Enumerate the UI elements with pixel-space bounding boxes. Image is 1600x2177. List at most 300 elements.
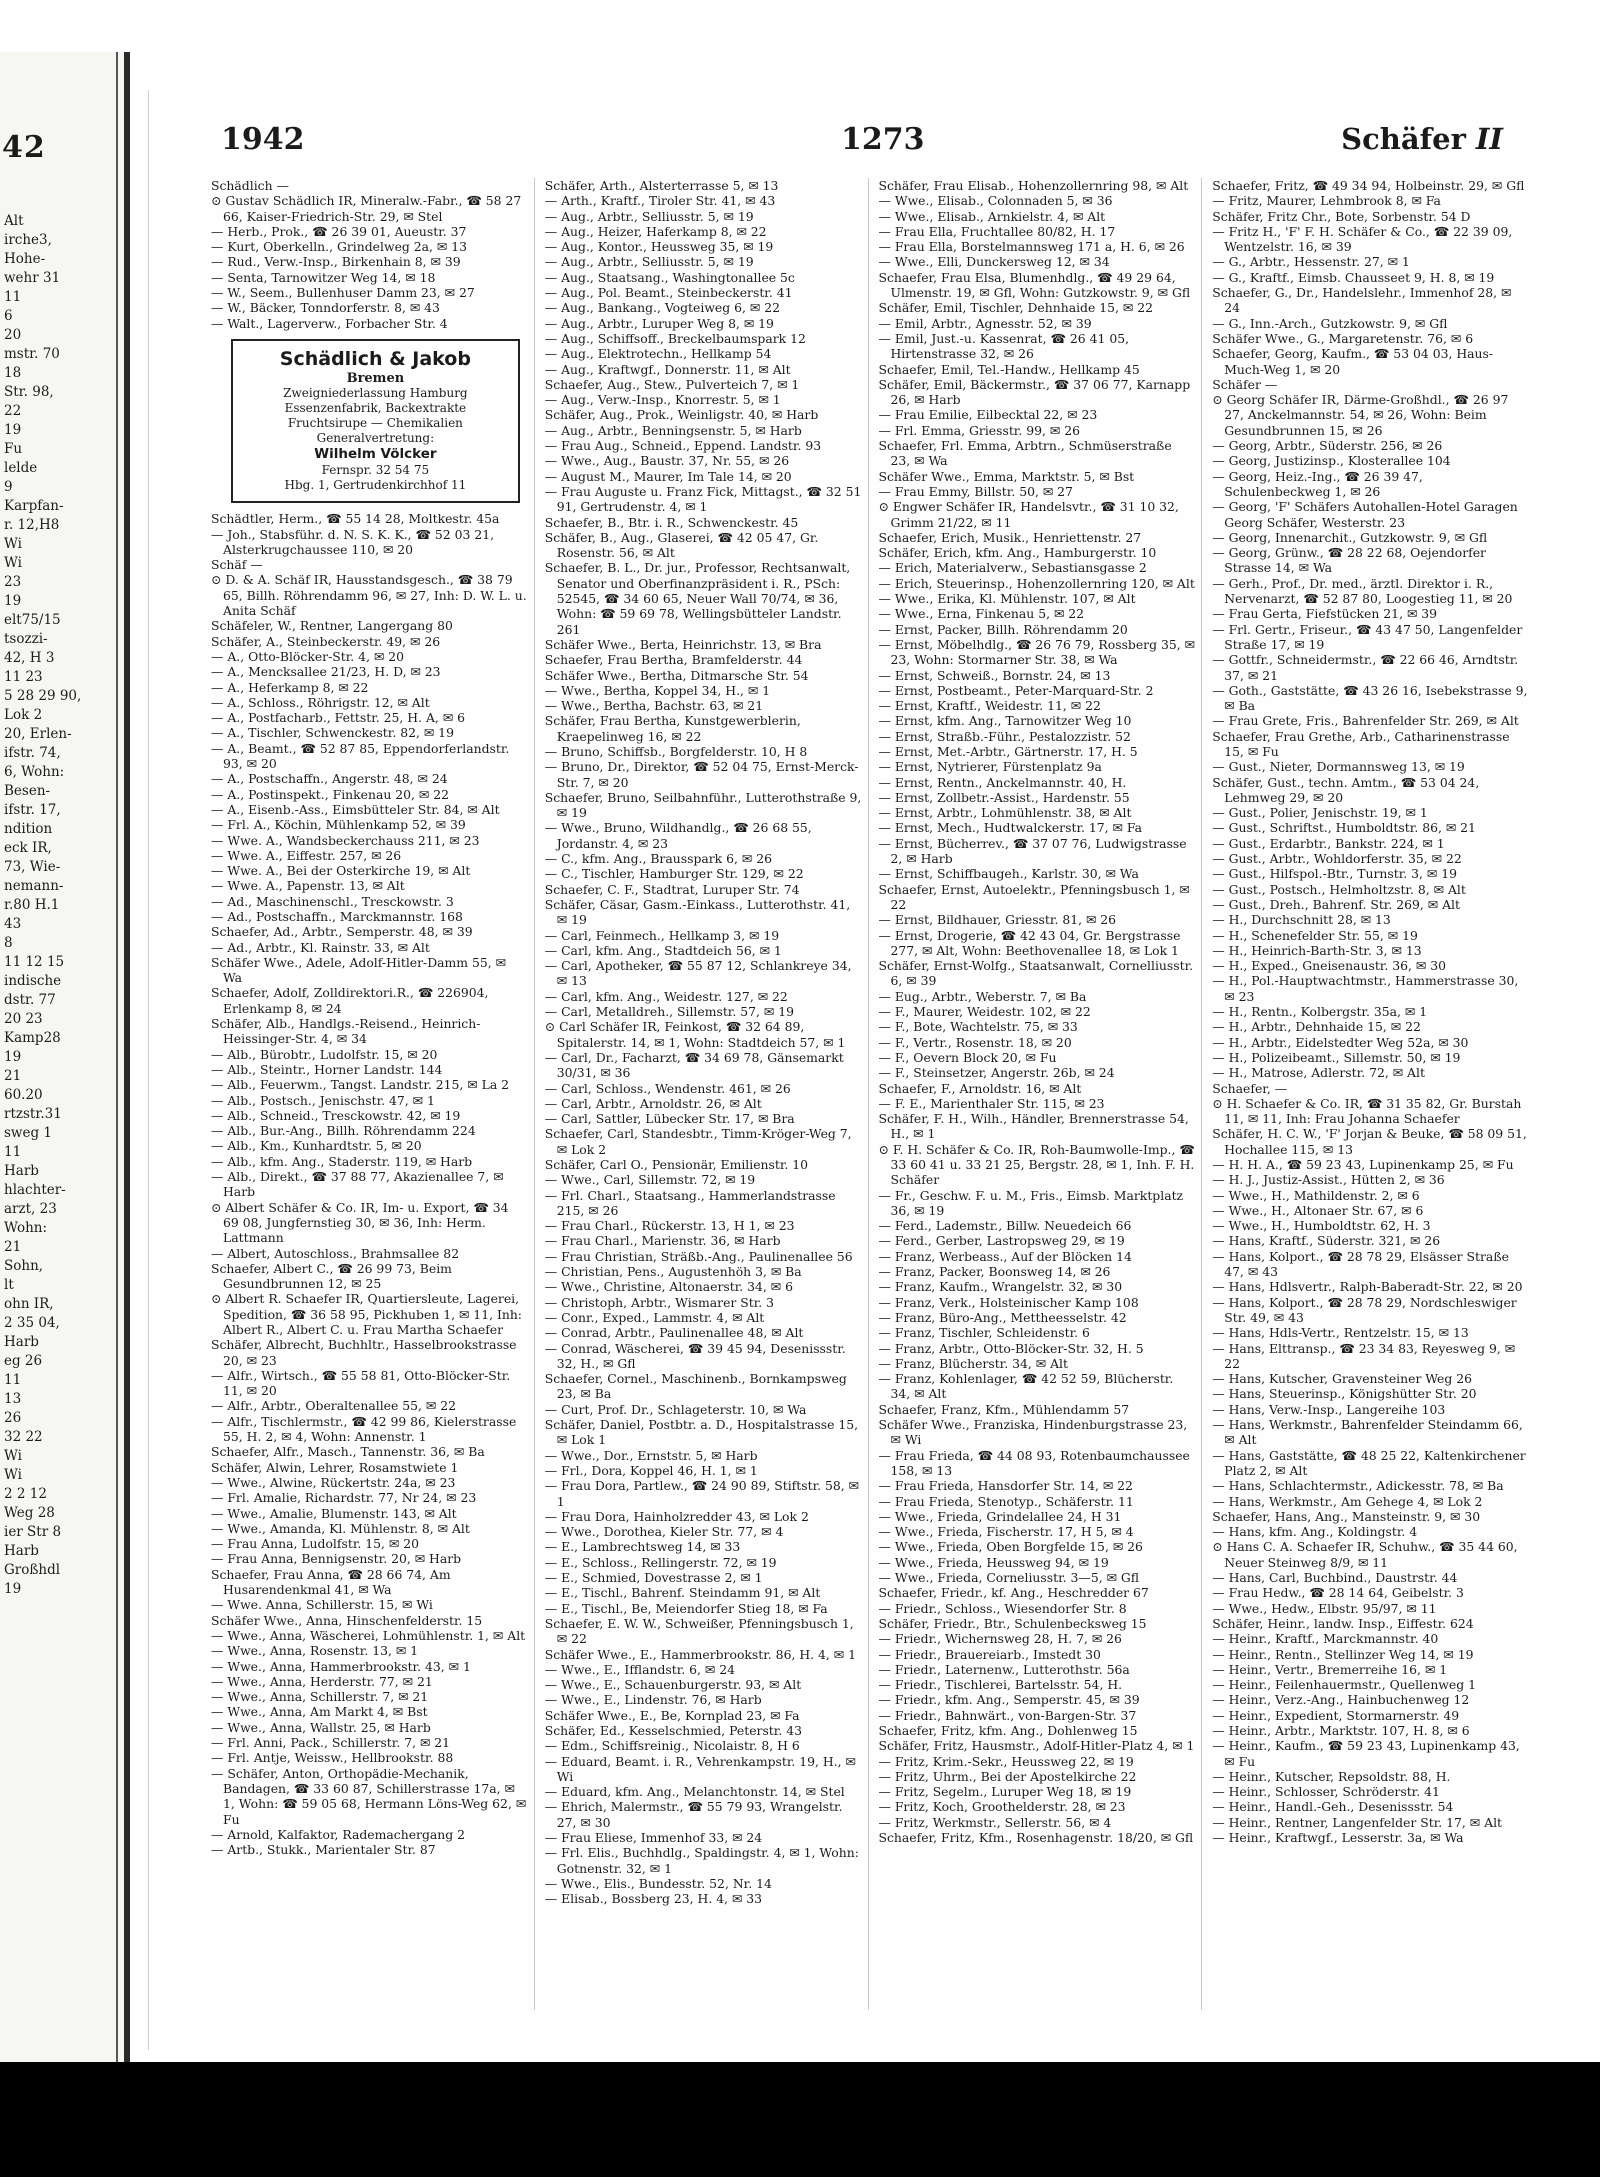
left-page-fragment-line: 9 — [4, 479, 13, 495]
directory-entry: — Frl. Emma, Griesstr. 99, ✉ 26 — [878, 422, 1080, 438]
directory-entry: — Franz, Arbtr., Otto-Blöcker-Str. 32, H. 5 — [878, 1340, 1144, 1356]
directory-entry: — Frau Frieda, Hansdorfer Str. 14, ✉ 22 — [878, 1478, 1133, 1494]
directory-entry: Schaefer, Carl, Standesbtr., Timm-Kröger-Weg 7, ✉ Lok 2 — [544, 1126, 852, 1157]
directory-entry: — Hans, Werkmstr., Am Gehege 4, ✉ Lok 2 — [1212, 1493, 1483, 1509]
directory-entry: — Wwe., Aug., Baustr. 37, Nr. 55, ✉ 26 — [544, 453, 790, 469]
directory-entry: — Gust., Postsch., Helmholtzstr. 8, ✉ Alt — [1212, 881, 1466, 897]
directory-entry: Schaefer, Bruno, Seilbahnführ., Lutterothstraße 9, ✉ 19 — [544, 789, 862, 821]
ad-line: Essenzenfabrik, Backextrakte — [284, 401, 467, 416]
directory-entry: — Carl, Metalldreh., Sillemstr. 57, ✉ 19 — [544, 1004, 794, 1020]
directory-entry: — Fr., Geschw. F. u. M., Fris., Eimsb. Marktplatz 36, ✉ 19 — [878, 1187, 1184, 1218]
left-page-fragment-line: nemann- — [4, 878, 64, 894]
directory-entry: — Arnold, Kalfaktor, Rademachergang 2 — [211, 1826, 466, 1842]
directory-entry: Schaefer, — — [1212, 1080, 1288, 1096]
directory-entry: — Frl. Elis., Buchhdlg., Spaldingstr. 4, ✉ 1, Wohn: Gotnenstr. 32, ✉ 1 — [544, 1845, 859, 1876]
left-page-fragment-line: 23 — [4, 574, 22, 590]
directory-entry: — H., Schenefelder Str. 55, ✉ 19 — [1212, 927, 1418, 943]
directory-entry: — Wwe., Elis., Bundesstr. 52, Nr. 14 — [544, 1875, 772, 1891]
directory-entry: — Alb., Km., Kunhardtstr. 5, ✉ 20 — [211, 1138, 422, 1154]
directory-entry: — A., Postschaffn., Angerstr. 48, ✉ 24 — [211, 771, 448, 787]
directory-entry: — Wwe., Carl, Sillemstr. 72, ✉ 19 — [544, 1172, 756, 1188]
directory-entry: — Aug., Staatsang., Washingtonallee 5c — [544, 269, 795, 285]
directory-entry: — Georg, Arbtr., Süderstr. 256, ✉ 26 — [1212, 438, 1443, 454]
directory-entry: — Frau Christian, Sträßb.-Ang., Paulinenallee 56 — [544, 1248, 853, 1264]
directory-entry: — Heinr., Vertr., Bremerreihe 16, ✉ 1 — [1212, 1661, 1448, 1677]
left-page-fragment-line: Wi — [4, 1448, 22, 1464]
column-1-top-entries — [211, 178, 528, 331]
directory-entry: ⊙ Engwer Schäfer IR, Handelsvtr., ☎ 31 10 32, Grimm 21/22, ✉ 11 — [878, 499, 1179, 530]
directory-entry: — Bruno, Dr., Direktor, ☎ 52 04 75, Ernst-Merck-Str. 7, ✉ 20 — [544, 759, 859, 790]
directory-entry: — Gust., Erdarbtr., Bankstr. 224, ✉ 1 — [1212, 835, 1445, 851]
directory-entry: — Carl, Apotheker, ☎ 55 87 12, Schlankreye 34, ✉ 13 — [544, 958, 852, 989]
directory-entry: — Wwe., H., Mathildenstr. 2, ✉ 6 — [1212, 1187, 1420, 1203]
directory-entry: Schaefer, Ad., Arbtr., Semperstr. 48, ✉ 39 — [211, 924, 473, 940]
left-page-fragment-line: mstr. 70 — [4, 346, 60, 362]
directory-entry: Schädlich — — [211, 178, 289, 193]
directory-entry: — Wwe., Frieda, Grindelallee 24, H 31 — [878, 1508, 1122, 1524]
directory-entry: — Ernst, Schiffbaugeh., Karlstr. 30, ✉ Wa — [878, 866, 1139, 882]
directory-entry: — Ernst, Straßb.-Führ., Pestalozzistr. 52 — [878, 728, 1131, 744]
left-page-fragment-line: 60.20 — [4, 1087, 43, 1103]
directory-entry: — H., Arbtr., Eidelstedter Weg 52a, ✉ 30 — [1212, 1034, 1469, 1050]
directory-entry: ⊙ H. Schaefer & Co. IR, ☎ 31 35 82, Gr. Burstah 11, ✉ 11, Inh: Frau Johanna Schaefer — [1212, 1095, 1522, 1127]
directory-entry: — Fritz, Koch, Groothelderstr. 28, ✉ 23 — [878, 1799, 1126, 1815]
directory-entry: — E., Schmied, Dovestrasse 2, ✉ 1 — [544, 1570, 763, 1586]
directory-entry: — Frl. Antje, Weissw., Hellbrookstr. 88 — [211, 1750, 454, 1766]
directory-entry: — A., Schloss., Röhrigstr. 12, ✉ Alt — [211, 694, 430, 710]
directory-entry: — Fritz H., 'F' F. H. Schäfer & Co., ☎ 22 39 09, Wentzelstr. 16, ✉ 39 — [1212, 223, 1513, 255]
directory-entry: — Alb., Postsch., Jenischstr. 47, ✉ 1 — [211, 1092, 435, 1108]
directory-entry: — C., Tischler, Hamburger Str. 129, ✉ 22 — [544, 866, 804, 882]
directory-entry: — H., Polizeibeamt., Sillemstr. 50, ✉ 19 — [1212, 1049, 1461, 1065]
directory-entry: Schäfer Wwe., Bertha, Ditmarsche Str. 54 — [544, 667, 809, 683]
directory-entry: — H. J., Justiz-Assist., Hütten 2, ✉ 36 — [1212, 1172, 1445, 1188]
directory-entry: — Friedr., Bahnwärt., von-Bargen-Str. 37 — [878, 1707, 1137, 1723]
directory-entry: — Eug., Arbtr., Weberstr. 7, ✉ Ba — [878, 988, 1087, 1004]
directory-entry: — Wwe., Frieda, Oben Borgfelde 15, ✉ 26 — [878, 1539, 1143, 1555]
directory-entry: — Aug., Arbtr., Selliusstr. 5, ✉ 19 — [544, 254, 754, 270]
directory-entry: — Wwe., Anna, Herderstr. 77, ✉ 21 — [211, 1673, 433, 1689]
directory-entry: — Fritz, Maurer, Lehmbrook 8, ✉ Fa — [1212, 193, 1441, 209]
directory-entry: — Gust., Nieter, Dormannsweg 13, ✉ 19 — [1212, 759, 1465, 775]
directory-entry: Schäfer Wwe., E., Be, Kornplad 23, ✉ Fa — [544, 1707, 800, 1723]
directory-entry: — Wwe., Dor., Ernststr. 5, ✉ Harb — [544, 1447, 758, 1463]
directory-page — [148, 90, 1581, 2050]
directory-entry: — Alb., Steintr., Horner Landstr. 144 — [211, 1061, 443, 1077]
left-page-fragment-line: Großhdl — [4, 1562, 61, 1578]
left-page-fragment-line: 11 23 — [4, 669, 43, 685]
directory-entry: — Aug., Arbtr., Benningsenstr. 5, ✉ Harb — [544, 422, 802, 438]
directory-entry: Schäfer Wwe., Franziska, Hindenburgstrasse 23, ✉ Wi — [878, 1417, 1188, 1448]
directory-entry: ⊙ Albert Schäfer & Co. IR, Im- u. Export, ☎ 34 69 08, Jungfernstieg 30, ✉ 36, Inh: Herm. Lattmann — [211, 1199, 509, 1246]
left-page-fragment-line: 13 — [4, 1391, 22, 1407]
directory-entry: — Ad., Arbtr., Kl. Rainstr. 33, ✉ Alt — [211, 939, 430, 955]
ad-city: Bremen — [346, 370, 405, 386]
directory-entry: — Ernst, Met.-Arbtr., Gärtnerstr. 17, H. 5 — [878, 743, 1138, 759]
left-page-fragment-line: 6, Wohn: — [4, 764, 65, 780]
directory-entry: — Carl, kfm. Ang., Stadtdeich 56, ✉ 1 — [544, 942, 782, 958]
directory-entry: — H., Rentn., Kolbergstr. 35a, ✉ 1 — [1212, 1004, 1428, 1020]
directory-entry: Schaefer, Friedr., kf. Ang., Heschredder 67 — [878, 1585, 1149, 1601]
directory-entry: — Aug., Arbtr., Selliusstr. 5, ✉ 19 — [544, 208, 754, 224]
directory-entry: — Conrad, Wäscherei, ☎ 39 45 94, Desenissstr. 32, H., ✉ Gfl — [544, 1340, 846, 1371]
ad-contact-address: Hbg. 1, Gertrudenkirchhof 11 — [284, 478, 467, 493]
left-page-number: 42 — [2, 130, 46, 165]
directory-entry: — Wwe., Anna, Wäscherei, Lohmühlenstr. 1, ✉ Alt — [211, 1627, 526, 1643]
directory-entry: — C., kfm. Ang., Brausspark 6, ✉ 26 — [544, 851, 772, 867]
directory-entry: — Frau Auguste u. Franz Fick, Mittagst., ☎ 32 51 91, Gertrudenstr. 4, ✉ 1 — [544, 483, 862, 515]
header-keyword — [1341, 122, 1503, 156]
directory-entry: Schäfer, Cäsar, Gasm.-Einkass., Lutterothstr. 41, ✉ 19 — [544, 896, 851, 928]
left-page-fragment-line: 20, Erlen- — [4, 726, 72, 742]
directory-entry: Schaefer, Frau Elsa, Blumenhdlg., ☎ 49 29 64, Ulmenstr. 19, ✉ Gfl, Wohn: Gutzkowstr. 9, ✉ Gfl — [878, 269, 1191, 301]
left-page-fragment-line: 26 — [4, 1410, 22, 1426]
directory-entry: Schäfer, Daniel, Postbtr. a. D., Hospitalstrasse 15, ✉ Lok 1 — [544, 1417, 859, 1448]
directory-entry: — Frau Dora, Hainholzredder 43, ✉ Lok 2 — [544, 1508, 809, 1524]
left-page-fragment-line: Fu — [4, 441, 23, 457]
directory-entry: — Wwe., Amanda, Kl. Mühlenstr. 8, ✉ Alt — [211, 1520, 470, 1536]
directory-entry: — Hans, kfm. Ang., Koldingstr. 4 — [1212, 1524, 1418, 1540]
directory-entry: — Ernst, Bildhauer, Griesstr. 81, ✉ 26 — [878, 912, 1117, 928]
column-1 — [211, 178, 535, 2010]
directory-entry: Schäfer, Emil, Tischler, Dehnhaide 15, ✉ 22 — [878, 300, 1153, 316]
left-page-fragment-line: 2 2 12 — [4, 1486, 47, 1502]
directory-entry: Schäfer, H. C. W., 'F' Jorjan & Beuke, ☎ 58 09 51, Hochallee 115, ✉ 13 — [1212, 1126, 1527, 1157]
ad-contact-name: Wilhelm Völcker — [314, 446, 437, 463]
directory-entry: — Hans, Kraftf., Süderstr. 321, ✉ 26 — [1212, 1233, 1441, 1249]
directory-entry: Schaefer, Albert C., ☎ 26 99 73, Beim Gesundbrunnen 12, ✉ 25 — [211, 1260, 452, 1292]
directory-entry: — Emil, Arbtr., Agnesstr. 52, ✉ 39 — [878, 315, 1092, 331]
directory-entry: Schaefer, Alfr., Masch., Tannenstr. 36, ✉ Ba — [211, 1444, 485, 1460]
directory-entry: Schäfer, Arth., Alsterterrasse 5, ✉ 13 — [544, 178, 779, 193]
directory-entry: — Gerh., Prof., Dr. med., ärztl. Direktor i. R., Nervenarzt, ☎ 52 87 80, Loogestieg 11, ✉ 20 — [1212, 575, 1513, 607]
directory-entry: — Heinr., Arbtr., Marktstr. 107, H. 8, ✉ 6 — [1212, 1722, 1470, 1738]
directory-entry: — Hans, Gaststätte, ☎ 48 25 22, Kaltenkirchener Platz 2, ✉ Alt — [1212, 1447, 1526, 1478]
directory-entry: — Franz, Verk., Holsteinischer Kamp 108 — [878, 1294, 1139, 1310]
page-header — [221, 122, 1531, 170]
directory-entry: — Aug., Schiffsoff., Breckelbaumspark 12 — [544, 330, 806, 346]
directory-entry: — Gust., Dreh., Bahrenf. Str. 269, ✉ Alt — [1212, 896, 1460, 912]
directory-entry: — Wwe., Bruno, Wildhandlg., ☎ 26 68 55, Jordanstr. 4, ✉ 23 — [544, 820, 812, 851]
directory-entry: — A., Beamt., ☎ 52 87 85, Eppendorferlandstr. 93, ✉ 20 — [211, 740, 510, 772]
directory-entry: — Friedr., Schloss., Wiesendorfer Str. 8 — [878, 1600, 1127, 1616]
directory-entry: — Carl, kfm. Ang., Weidestr. 127, ✉ 22 — [544, 988, 788, 1004]
directory-entry: — Hans, Schlachtermstr., Adickesstr. 78, ✉ Ba — [1212, 1478, 1504, 1494]
directory-entry: Schaefer, Erich, Musik., Henriettenstr. 27 — [878, 529, 1142, 545]
directory-entry: — F., Bote, Wachtelstr. 75, ✉ 33 — [878, 1019, 1078, 1035]
left-page-fragment-line: 21 — [4, 1239, 22, 1255]
directory-entry: — Franz, Tischler, Schleidenstr. 6 — [878, 1325, 1090, 1341]
directory-entry: — F. E., Marienthaler Str. 115, ✉ 23 — [878, 1095, 1105, 1111]
column-3 — [879, 178, 1203, 2010]
directory-entry: — H., Durchschnitt 28, ✉ 13 — [1212, 912, 1391, 928]
directory-entry: Schaefer, C. F., Stadtrat, Luruper Str. 74 — [544, 881, 800, 897]
directory-entry: — Frl. Amalie, Richardstr. 77, Nr 24, ✉ 23 — [211, 1490, 477, 1506]
left-page-fragment-line: 20 23 — [4, 1011, 43, 1027]
left-page-fragment-line: 19 — [4, 1049, 22, 1065]
directory-entry: — Ernst, Schweiß., Bornstr. 24, ✉ 13 — [878, 667, 1111, 683]
directory-entry: Schäfer Wwe., G., Margaretenstr. 76, ✉ 6 — [1212, 330, 1474, 346]
directory-entry: — Friedr., Brauereiarb., Imstedt 30 — [878, 1646, 1101, 1662]
directory-entry: Schädtler, Herm., ☎ 55 14 28, Moltkestr. 45a — [211, 511, 500, 527]
directory-entry: — Wwe., Elisab., Colonnaden 5, ✉ 36 — [878, 193, 1113, 209]
directory-entry: — Heinr., Feilenhauermstr., Quellenweg 1 — [1212, 1677, 1476, 1693]
directory-entry: — Ernst, kfm. Ang., Tarnowitzer Weg 10 — [878, 713, 1132, 729]
directory-entry: — Heinr., Kaufm., ☎ 59 23 43, Lupinenkamp 43, ✉ Fu — [1212, 1738, 1520, 1769]
directory-entry: Schaefer, Frau Anna, ☎ 28 66 74, Am Husarendenkmal 41, ✉ Wa — [211, 1566, 451, 1598]
directory-entry: — Eduard, Beamt. i. R., Vehrenkampstr. 19, H., ✉ Wi — [544, 1753, 856, 1784]
directory-entry: — Georg, Justizinsp., Klosterallee 104 — [1212, 453, 1451, 469]
directory-entry: — Wwe., Erna, Finkenau 5, ✉ 22 — [878, 606, 1085, 622]
directory-entry: — Frl. A., Köchin, Mühlenkamp 52, ✉ 39 — [211, 817, 466, 833]
directory-entry: — Christian, Pens., Augustenhöh 3, ✉ Ba — [544, 1264, 802, 1280]
left-page-text — [4, 212, 114, 1599]
directory-entry: — Wwe., E., Schauenburgerstr. 93, ✉ Alt — [544, 1677, 802, 1693]
left-page-fragment-line: Kamp28 — [4, 1030, 61, 1046]
directory-entry: ⊙ Gustav Schädlich IR, Mineralw.-Fabr., ☎ 58 27 66, Kaiser-Friedrich-Str. 29, ✉ Stel — [211, 193, 522, 224]
directory-entry: — Franz, Blücherstr. 34, ✉ Alt — [878, 1355, 1068, 1371]
directory-entry: Schäfer, Alwin, Lehrer, Rosamstwiete 1 — [211, 1459, 459, 1475]
left-page-fragment-line: sweg 1 — [4, 1125, 52, 1141]
directory-entry: — Fritz, Werkmstr., Sellerstr. 56, ✉ 4 — [878, 1814, 1112, 1830]
directory-entry: Schäfer, Aug., Prok., Weinligstr. 40, ✉ Harb — [544, 407, 819, 423]
left-page-fragment-line: Harb — [4, 1163, 39, 1179]
left-page-fragment-line: ndition — [4, 821, 53, 837]
directory-entry: Schaefer, Frl. Emma, Arbtrn., Schmüserstraße 23, ✉ Wa — [878, 438, 1172, 469]
directory-entry: — Frau Dora, Partlew., ☎ 24 90 89, Stiftstr. 58, ✉ 1 — [544, 1478, 860, 1509]
directory-entry: — August M., Maurer, Im Tale 14, ✉ 20 — [544, 468, 792, 484]
directory-entry: Schäfer Wwe., Adele, Adolf-Hitler-Damm 55, ✉ Wa — [211, 954, 507, 986]
left-page-fragment-line: Wi — [4, 536, 22, 552]
directory-entry: — Franz, Kohlenlager, ☎ 42 52 59, Blücherstr. 34, ✉ Alt — [878, 1371, 1174, 1402]
directory-entry: — Heinr., Schlosser, Schröderstr. 41 — [1212, 1784, 1440, 1800]
directory-entry: — Ehrich, Malermstr., ☎ 55 79 93, Wrangelstr. 27, ✉ 30 — [544, 1799, 843, 1830]
left-page-fragment-line: 19 — [4, 593, 22, 609]
directory-entry: — Frau Ella, Fruchtallee 80/82, H. 17 — [878, 223, 1116, 239]
left-page-fragment-line: wehr 31 — [4, 270, 61, 286]
directory-entry: ⊙ F. H. Schäfer & Co. IR, Roh-Baumwolle-Imp., ☎ 33 60 41 u. 33 21 25, Bergstr. 28, ✉ 1, Inh. F. H. Schäfer — [878, 1141, 1195, 1188]
directory-entry: — H., Arbtr., Dehnhaide 15, ✉ 22 — [1212, 1019, 1421, 1035]
directory-entry: ⊙ Georg Schäfer IR, Därme-Großhdl., ☎ 26 97 27, Anckelmannstr. 54, ✉ 26, Wohn: Beim Gesundbrunnen 15, ✉ 26 — [1212, 392, 1509, 438]
directory-entry: — Albert, Autoschloss., Brahmsallee 82 — [211, 1245, 460, 1261]
directory-entry: ⊙ Carl Schäfer IR, Feinkost, ☎ 32 64 89, Spitalerstr. 14, ✉ 1, Wohn: Stadtdeich 57, ✉ 1 — [544, 1019, 846, 1050]
directory-entry: — Georg, Heiz.-Ing., ☎ 26 39 47, Schulenbeckweg 1, ✉ 26 — [1212, 468, 1423, 499]
left-page-fragment-line: Wohn: — [4, 1220, 48, 1236]
directory-entry: — Frau Anna, Ludolfstr. 15, ✉ 20 — [211, 1536, 419, 1552]
directory-entry: — Ernst, Arbtr., Lohmühlenstr. 38, ✉ Alt — [878, 805, 1132, 821]
directory-entry: Schäfer, Ernst-Wolfg., Staatsanwalt, Cornelliusstr. 6, ✉ 39 — [878, 958, 1194, 989]
directory-entry: Schäfer, Fritz, Hausmstr., Adolf-Hitler-Platz 4, ✉ 1 — [878, 1738, 1195, 1754]
directory-entry: — Heinr., Kraftwgf., Lesserstr. 3a, ✉ Wa — [1212, 1830, 1464, 1846]
directory-entry: — Gust., Polier, Jenischstr. 19, ✉ 1 — [1212, 805, 1428, 821]
directory-entry: — Fritz, Uhrm., Bei der Apostelkirche 22 — [878, 1768, 1137, 1784]
left-page-fragment-line: Harb — [4, 1334, 39, 1350]
directory-entry: — Fritz, Segelm., Luruper Weg 18, ✉ 19 — [878, 1784, 1132, 1800]
directory-entry: Schäfer Wwe., Emma, Marktstr. 5, ✉ Bst — [878, 468, 1135, 484]
directory-entry: — Carl, Dr., Facharzt, ☎ 34 69 78, Gänsemarkt 30/31, ✉ 36 — [544, 1049, 844, 1081]
directory-entry: — A., Heferkamp 8, ✉ 22 — [211, 679, 369, 695]
directory-entry: — E., Tischl., Bahrenf. Steindamm 91, ✉ Alt — [544, 1585, 821, 1601]
directory-entry: — Hans, Kolport., ☎ 28 78 29, Elsässer Straße 47, ✉ 43 — [1212, 1248, 1509, 1280]
directory-entry: Schäfer, Frau Bertha, Kunstgewerblerin, Kraepelinweg 16, ✉ 22 — [544, 713, 801, 744]
directory-entry: Schäfer, Ed., Kesselschmied, Peterstr. 43 — [544, 1722, 802, 1738]
header-volume: II — [1475, 122, 1503, 156]
directory-entry: Schaefer, G., Dr., Handelslehr., Immenhof 28, ✉ 24 — [1212, 285, 1512, 316]
directory-entry: — A., Postfacharb., Fettstr. 25, H. A, ✉ 6 — [211, 710, 466, 726]
scan-border — [0, 2062, 1600, 2177]
directory-entry: — F., Vertr., Rosenstr. 18, ✉ 20 — [878, 1034, 1072, 1050]
directory-entry: — Wwe. A., Wandsbeckerchauss 211, ✉ 23 — [211, 832, 480, 848]
directory-entry: — Ernst, Möbelhdlg., ☎ 26 76 79, Rossberg 35, ✉ 23, Wohn: Stormarner Str. 38, ✉ Wa — [878, 636, 1196, 668]
directory-entry: — Franz, Packer, Boonsweg 14, ✉ 26 — [878, 1264, 1111, 1280]
directory-entry: — Heinr., Verz.-Ang., Hainbuchenweg 12 — [1212, 1692, 1470, 1708]
directory-entry: — Emil, Just.-u. Kassenrat, ☎ 26 41 05, Hirtenstrasse 32, ✉ 26 — [878, 330, 1130, 362]
directory-entry: — Ad., Postschaffn., Marckmannstr. 168 — [211, 908, 463, 924]
directory-entry: — H., Heinrich-Barth-Str. 3, ✉ 13 — [1212, 942, 1422, 958]
directory-entry: — Alfr., Arbtr., Oberaltenallee 55, ✉ 22 — [211, 1398, 456, 1414]
directory-entry: Schaefer, B., Btr. i. R., Schwenckestr. 45 — [544, 514, 799, 530]
left-page-fragment-line: ifstr. 74, — [4, 745, 61, 761]
directory-entry: — A., Tischler, Schwenckestr. 82, ✉ 19 — [211, 725, 454, 741]
directory-entry: — Frau Frieda, ☎ 44 08 93, Rotenbaumchaussee 158, ✉ 13 — [878, 1447, 1190, 1478]
left-page-fragment-line: 5 28 29 90, — [4, 688, 82, 704]
left-page-fragment-line: 19 — [4, 1581, 22, 1597]
directory-entry: — Conr., Exped., Lammstr. 4, ✉ Alt — [544, 1309, 765, 1325]
directory-entry: Schaefer, Fritz, Kfm., Rosenhagenstr. 18/20, ✉ Gfl — [878, 1830, 1194, 1846]
directory-entry: — Carl, Arbtr., Arnoldstr. 26, ✉ Alt — [544, 1095, 762, 1111]
directory-entry: — Franz, Kaufm., Wrangelstr. 32, ✉ 30 — [878, 1279, 1123, 1295]
left-page-fragment-line: indische — [4, 973, 62, 989]
directory-entry: — E., Lambrechtsweg 14, ✉ 33 — [544, 1539, 741, 1555]
directory-entry: — Alb., Feuerwm., Tangst. Landstr. 215, ✉ La 2 — [211, 1077, 510, 1093]
directory-entry: — Frau Aug., Schneid., Eppend. Landstr. 93 — [544, 438, 822, 454]
directory-entry: — Wwe., Bertha, Bachstr. 63, ✉ 21 — [544, 698, 764, 714]
directory-entry: — Wwe., Alwine, Rückertstr. 24a, ✉ 23 — [211, 1474, 456, 1490]
directory-entry: — Georg, 'F' Schäfers Autohallen-Hotel Garagen Georg Schäfer, Westerstr. 23 — [1212, 499, 1518, 530]
left-page-fragment-line: arzt, 23 — [4, 1201, 57, 1217]
directory-entry: Schäfeler, W., Rentner, Langergang 80 — [211, 618, 453, 634]
directory-entry: — Christoph, Arbtr., Wismarer Str. 3 — [544, 1294, 775, 1310]
directory-entry: — Wwe. A., Papenstr. 13, ✉ Alt — [211, 878, 405, 894]
directory-entry: — Wwe., Anna, Rosenstr. 13, ✉ 1 — [211, 1643, 419, 1659]
directory-entry: — Wwe., Frieda, Corneliusstr. 3—5, ✉ Gfl — [878, 1570, 1140, 1586]
directory-entry: — Carl, Feinmech., Hellkamp 3, ✉ 19 — [544, 927, 780, 943]
directory-entry: Schäfer, Friedr., Btr., Schulenbecksweg 15 — [878, 1615, 1147, 1631]
directory-entry: — Hans, Carl, Buchbind., Daustrstr. 44 — [1212, 1570, 1458, 1586]
left-page-fragment-line: Wi — [4, 1467, 22, 1483]
left-page-fragment-line: Hohe- — [4, 251, 46, 267]
directory-entry: — Franz, Werbeass., Auf der Blöcken 14 — [878, 1248, 1132, 1264]
directory-entry: — G., Arbtr., Hessenstr. 27, ✉ 1 — [1212, 254, 1410, 270]
left-page-fragment-line: Sohn, — [4, 1258, 44, 1274]
directory-entry: — Joh., Stabsführ. d. N. S. K. K., ☎ 52 03 21, Alsterkrugchaussee 110, ✉ 20 — [211, 526, 495, 557]
left-page-fragment-line: Weg 28 — [4, 1505, 55, 1521]
directory-entry: — W., Seem., Bullenhuser Damm 23, ✉ 27 — [211, 285, 475, 301]
directory-entry: — Friedr., kfm. Ang., Semperstr. 45, ✉ 39 — [878, 1692, 1140, 1708]
directory-entry: — Frau Charl., Marienstr. 36, ✉ Harb — [544, 1233, 781, 1249]
directory-entry: — E., Schloss., Rellingerstr. 72, ✉ 19 — [544, 1554, 777, 1570]
directory-entry: — Frau Ella, Borstelmannsweg 171 a, H. 6, ✉ 26 — [878, 239, 1185, 255]
directory-entry: — Aug., Pol. Beamt., Steinbeckerstr. 41 — [544, 285, 793, 301]
directory-entry: — Alb., Bürobtr., Ludolfstr. 15, ✉ 20 — [211, 1046, 438, 1062]
directory-entry: — Hans, Hdls-Vertr., Rentzelstr. 15, ✉ 13 — [1212, 1325, 1469, 1341]
left-page-fragment-line: tsozzi- — [4, 631, 48, 647]
directory-entry: — Hans, Kutscher, Gravensteiner Weg 26 — [1212, 1371, 1473, 1387]
directory-entry: — G., Kraftf., Eimsb. Chausseet 9, H. 8, ✉ 19 — [1212, 269, 1495, 285]
directory-entry: — Frl. Anni, Pack., Schillerstr. 7, ✉ 21 — [211, 1735, 451, 1751]
directory-entry: Schaefer, Adolf, Zolldirektori.R., ☎ 226904, Erlenkamp 8, ✉ 24 — [211, 985, 489, 1016]
left-page-fragment-line: Besen- — [4, 783, 51, 799]
directory-entry: — Georg, Innenarchit., Gutzkowstr. 9, ✉ Gfl — [1212, 529, 1488, 545]
header-year: 1942 — [221, 122, 305, 157]
directory-entry: — Alb., Bur.-Ang., Billh. Röhrendamm 224 — [211, 1123, 476, 1139]
header-keyword-text: Schäfer — [1341, 122, 1466, 156]
directory-entry: — Wwe., Anna, Hammerbrookstr. 43, ✉ 1 — [211, 1658, 471, 1674]
directory-entry: — Frau Anna, Bennigsenstr. 20, ✉ Harb — [211, 1551, 462, 1567]
ad-line: Zweigniederlassung Hamburg — [283, 386, 468, 401]
directory-entry: — Ferd., Gerber, Lastropsweg 29, ✉ 19 — [878, 1233, 1125, 1249]
ad-line: Fruchtsirupe — Chemikalien — [287, 416, 463, 431]
directory-entry: — Wwe., Dorothea, Kieler Str. 77, ✉ 4 — [544, 1524, 784, 1540]
left-page-fragment-line: 32 22 — [4, 1429, 43, 1445]
left-page-fragment-line: r.80 H.1 — [4, 897, 60, 913]
left-page-fragment-line: Harb — [4, 1543, 39, 1559]
left-page-fragment-line: Karpfan- — [4, 498, 64, 514]
directory-entry: — Wwe., Amalie, Blumenstr. 143, ✉ Alt — [211, 1505, 457, 1521]
directory-entry: — Ernst, Packer, Billh. Röhrendamm 20 — [878, 621, 1128, 637]
page-gutter-line — [116, 52, 118, 2062]
directory-entry: — Frau Charl., Rückerstr. 13, H 1, ✉ 23 — [544, 1218, 795, 1234]
directory-entry: Schäfer — — [1212, 376, 1278, 392]
left-page-fragment-line: eg 26 — [4, 1353, 43, 1369]
directory-entry: — A., Otto-Blöcker-Str. 4, ✉ 20 — [211, 648, 405, 664]
directory-entry: — Carl, Sattler, Lübecker Str. 17, ✉ Bra — [544, 1111, 795, 1127]
directory-entry: Schaefer, Georg, Kaufm., ☎ 53 04 03, Haus-Much-Weg 1, ✉ 20 — [1212, 346, 1494, 377]
directory-entry: — Ernst, Nytrierer, Fürstenplatz 9a — [878, 759, 1102, 775]
directory-entry: — Heinr., Kutscher, Repsoldstr. 88, H. — [1212, 1768, 1451, 1784]
left-page-fragment-line: 19 — [4, 422, 22, 438]
directory-entry: Schäfer, Gust., techn. Amtm., ☎ 53 04 24, Lehmweg 29, ✉ 20 — [1212, 774, 1480, 805]
directory-entry: — Frau Grete, Fris., Bahrenfelder Str. 269, ✉ Alt — [1212, 713, 1519, 729]
directory-entry: — Ernst, Bücherrev., ☎ 37 07 76, Ludwigstrasse 2, ✉ Harb — [878, 835, 1187, 867]
ad-contact-phone: Fernspr. 32 54 75 — [321, 463, 430, 478]
directory-entry: — Alb., Direkt., ☎ 37 88 77, Akazienallee 7, ✉ Harb — [211, 1169, 504, 1200]
directory-entry: — Alb., kfm. Ang., Staderstr. 119, ✉ Harb — [211, 1153, 473, 1169]
directory-entry: — F., Steinsetzer, Angerstr. 26b, ✉ 24 — [878, 1065, 1115, 1081]
directory-entry: — Frl. Charl., Staatsang., Hammerlandstrasse 215, ✉ 26 — [544, 1187, 836, 1218]
directory-entry: — Gust., Schriftst., Humboldtstr. 86, ✉ 21 — [1212, 820, 1476, 836]
directory-entry: — Frl. Gertr., Friseur., ☎ 43 47 50, Langenfelder Straße 17, ✉ 19 — [1212, 621, 1523, 652]
left-page-fragment-line: irche3, — [4, 232, 52, 248]
directory-entry: — Wwe., H., Altonaer Str. 67, ✉ 6 — [1212, 1202, 1424, 1218]
directory-entry: — Wwe., H., Humboldtstr. 62, H. 3 — [1212, 1218, 1431, 1234]
directory-entry: — Friedr., Tischlerei, Bartelsstr. 54, H. — [878, 1677, 1123, 1693]
directory-entry: Schaefer, Emil, Tel.-Handw., Hellkamp 45 — [878, 361, 1140, 377]
directory-entry: — Goth., Gaststätte, ☎ 43 26 16, Isebekstrasse 9, ✉ Ba — [1212, 682, 1528, 714]
directory-entry: — Hans, Verw.-Insp., Langereihe 103 — [1212, 1401, 1446, 1417]
directory-entry: — Wwe., Erika, Kl. Mühlenstr. 107, ✉ Alt — [878, 591, 1136, 607]
directory-entry: Schaefer, Franz, Kfm., Mühlendamm 57 — [878, 1401, 1130, 1417]
left-page-fragment-line: ier Str 8 — [4, 1524, 62, 1540]
directory-entry: — Ad., Maschinenschl., Tresckowstr. 3 — [211, 893, 454, 909]
directory-entry: — Rud., Verw.-Insp., Birkenhain 8, ✉ 39 — [211, 254, 461, 270]
directory-entry: — Eduard, kfm. Ang., Melanchtonstr. 14, ✉ Stel — [544, 1784, 845, 1800]
directory-entry: Schäfer Wwe., Anna, Hinschenfelderstr. 15 — [211, 1612, 483, 1628]
directory-entry: — Hans, Werkmstr., Bahrenfelder Steindamm 66, ✉ Alt — [1212, 1417, 1523, 1448]
directory-entry: — Hans, Kolport., ☎ 28 78 29, Nordschleswiger Str. 49, ✉ 43 — [1212, 1294, 1517, 1325]
advertisement-box — [231, 339, 520, 503]
directory-entry: Schaefer, E. W. W., Schweißer, Pfenningsbusch 1, ✉ 22 — [544, 1615, 854, 1647]
